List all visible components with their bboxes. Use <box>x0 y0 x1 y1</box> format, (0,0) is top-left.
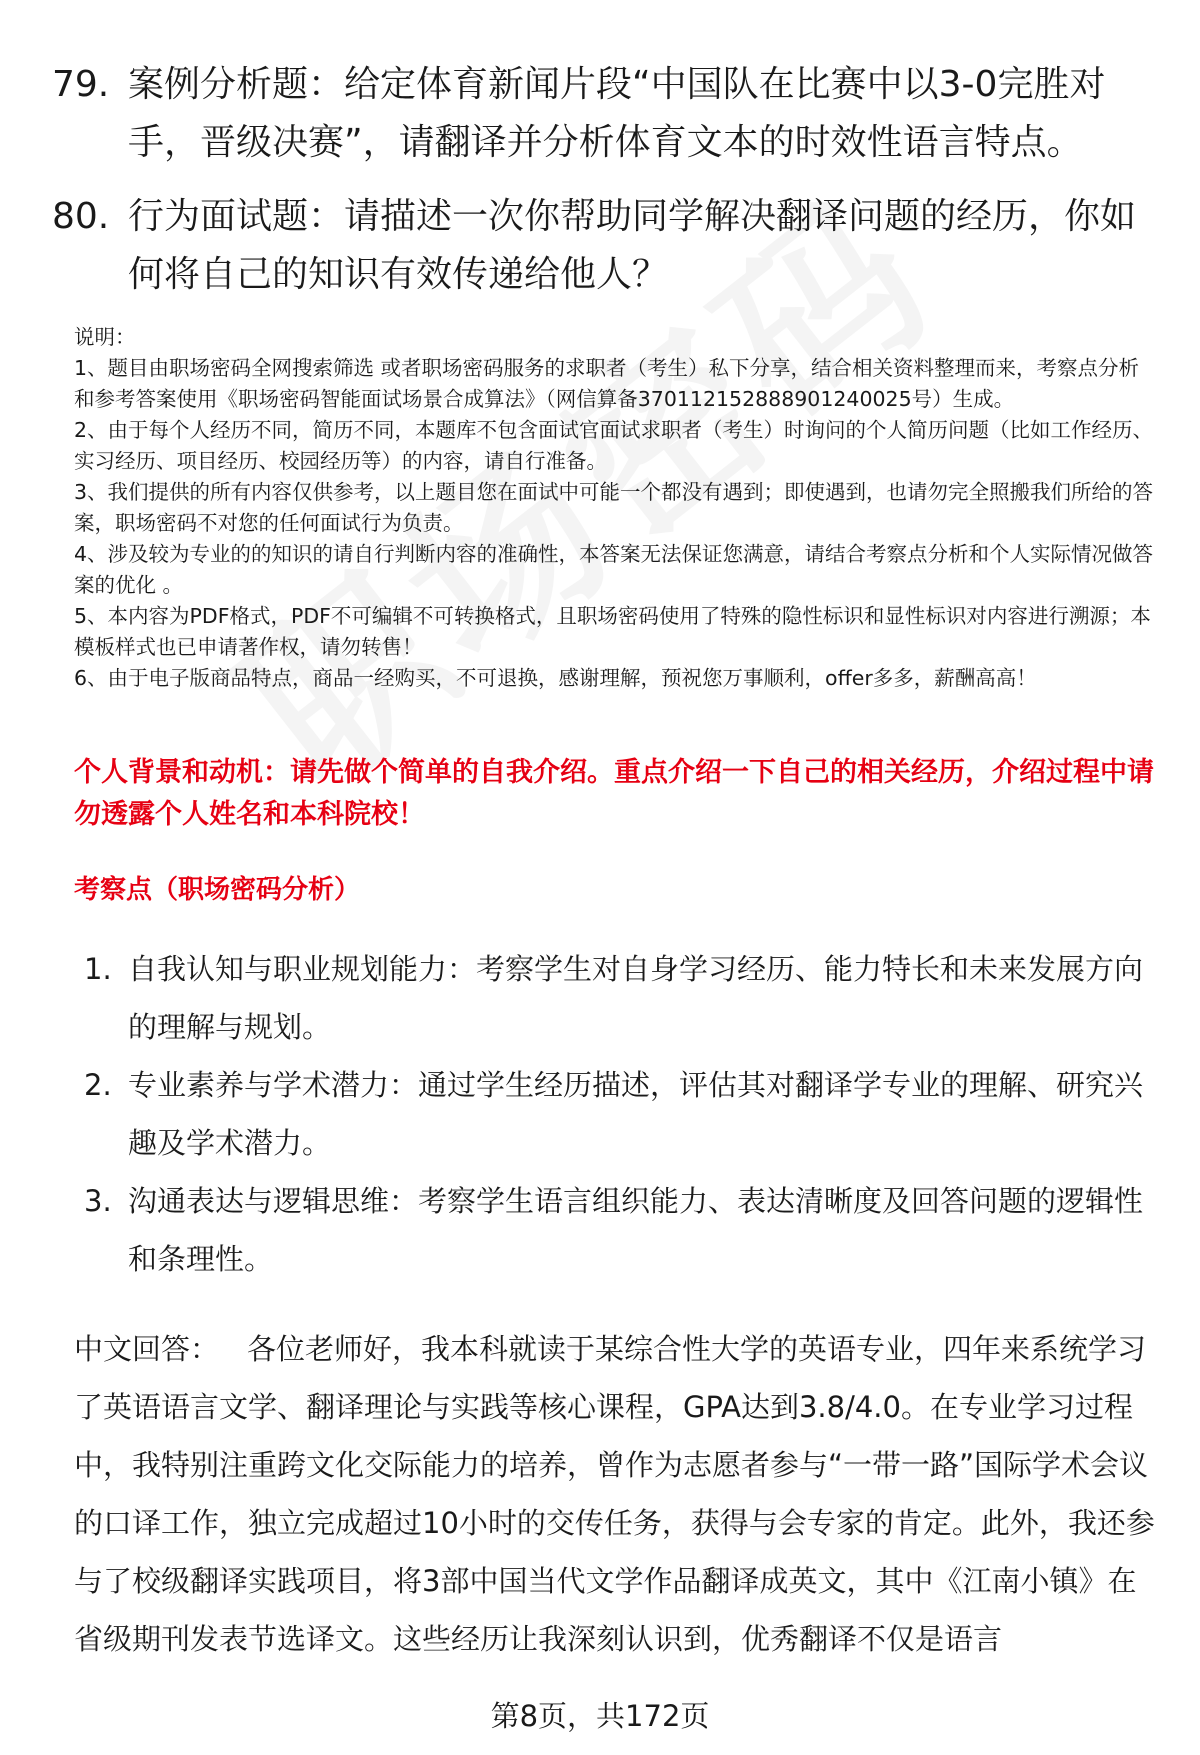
note-item: 3、我们提供的所有内容仅供参考，以上题目您在面试中可能一个都没有遇到；即使遇到，也请勿完全照搬我们所给的答案，职场密码不对您的任何面试行为负责。 <box>74 480 1154 535</box>
point-text: 自我认知与职业规划能力：考察学生对自身学习经历、能力特长和未来发展方向的理解与规划。 <box>128 952 1144 1044</box>
point-text: 专业素养与学术潜力：通过学生经历描述，评估其对翻译学专业的理解、研究兴趣及学术潜力。 <box>128 1068 1144 1160</box>
question-80 <box>52 188 1152 304</box>
analysis-points <box>84 940 1154 1288</box>
note-item: 1、题目由职场密码全网搜索筛选 或者职场密码服务的求职者（考生）私下分享，结合相关资料整理而来，考察点分析和参考答案使用《职场密码智能面试场景合成算法》（网信算备370112152888901240025号）生成。 <box>74 356 1140 411</box>
point-number: 3. <box>84 1184 112 1218</box>
question-text: 案例分析题：给定体育新闻片段“中国队在比赛中以3-0完胜对手，晋级决赛”，请翻译并分析体育文本的时效性语言特点。 <box>128 64 1106 163</box>
note-item: 6、由于电子版商品特点，商品一经购买，不可退换，感谢理解，预祝您万事顺利，offer多多，薪酬高高！ <box>74 666 1037 690</box>
point-text: 沟通表达与逻辑思维：考察学生语言组织能力、表达清晰度及回答问题的逻辑性和条理性。 <box>128 1184 1144 1276</box>
analysis-title: 考察点（职场密码分析） <box>74 875 361 905</box>
notes-section <box>74 322 1154 694</box>
point-number: 2. <box>84 1068 112 1102</box>
point-number: 1. <box>84 952 112 986</box>
question-79 <box>52 56 1152 172</box>
question-number: 80. <box>52 196 110 237</box>
answer-label: 中文回答： <box>74 1332 220 1366</box>
page-footer: 第8页，共172页 <box>0 1696 1200 1736</box>
analysis-point <box>84 940 1154 1056</box>
note-item: 2、由于每个人经历不同，简历不同，本题库不包含面试官面试求职者（考生）时询问的个人简历问题（比如工作经历、实习经历、项目经历、校园经历等）的内容，请自行准备。 <box>74 418 1154 473</box>
question-text: 行为面试题：请描述一次你帮助同学解决翻译问题的经历，你如何将自己的知识有效传递给他人？ <box>128 196 1137 295</box>
question-number: 79. <box>52 64 110 105</box>
note-item: 4、涉及较为专业的的知识的请自行判断内容的准确性，本答案无法保证您满意，请结合考察点分析和个人实际情况做答案的优化 。 <box>74 542 1154 597</box>
answer-text: 各位老师好，我本科就读于某综合性大学的英语专业，四年来系统学习了英语语言文学、翻译理论与实践等核心课程，GPA达到3.8/4.0。在专业学习过程中，我特别注重跨文化交际能力的培养，曾作为志愿者参与“一带一路”国际学术会议的口译工作，独立完成超过10小时的交传任务，获得与会专家的肯定。此外，我还参与了校级翻译实践项目，将3部中国当代文学作品翻译成英文，其中《江南小镇》在省级期刊发表节选译文。这些经历让我深刻认识到，优秀翻译不仅是语言 <box>74 1332 1155 1656</box>
analysis-point <box>84 1056 1154 1172</box>
analysis-point <box>84 1172 1154 1288</box>
background-question: 个人背景和动机：请先做个简单的自我介绍。重点介绍一下自己的相关经历，介绍过程中请勿透露个人姓名和本科院校！ <box>74 757 1154 830</box>
note-item: 5、本内容为PDF格式，PDF不可编辑不可转换格式，且职场密码使用了特殊的隐性标识和显性标识对内容进行溯源；本模板样式也已申请著作权，请勿转售！ <box>74 604 1151 659</box>
notes-title: 说明： <box>74 325 136 349</box>
answer-paragraph <box>74 1320 1162 1668</box>
